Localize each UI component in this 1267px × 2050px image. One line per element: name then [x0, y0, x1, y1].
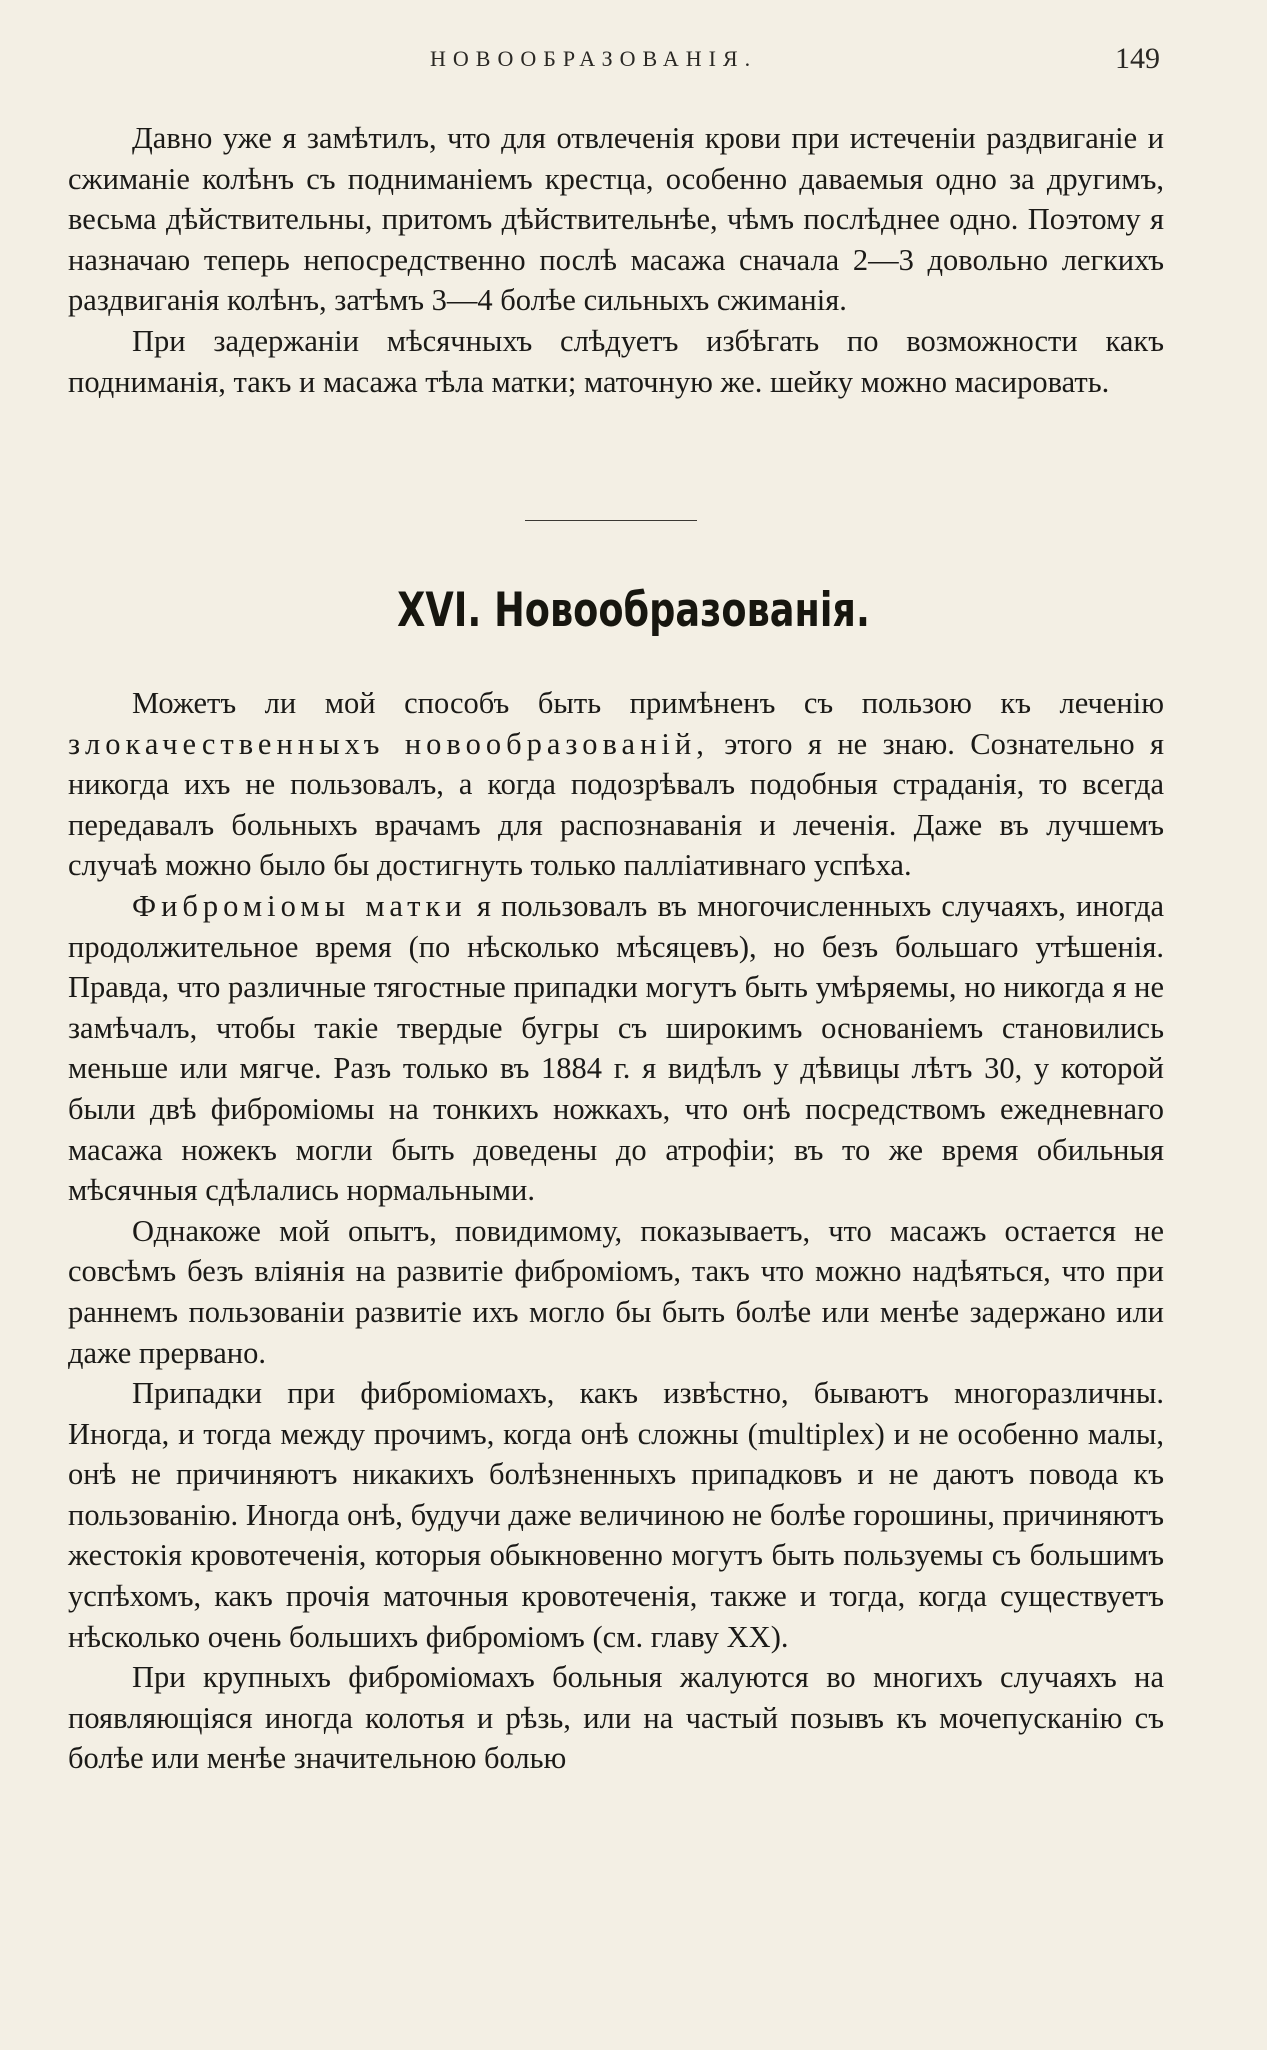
paragraph-malignant — [68, 683, 1164, 886]
paragraph-large-fibromyomas: При крупныхъ фиброміомахъ больныя жалуются во многихъ случаяхъ на появляющіяся иногда колотья и рѣзь, или на частый позывъ къ мочепусканію съ болѣе или менѣе значительною болью — [68, 1660, 1164, 1776]
chapter-heading: XVI. Новообразованія. — [397, 583, 870, 638]
page-number: 149 — [1115, 42, 1160, 75]
paragraph-symptoms: Припадки при фиброміомахъ, какъ извѣстно, бываютъ многоразличны. Иногда, и тогда между прочимъ, когда онѣ сложны (multiplex) и не особенно малы, онѣ не причиняютъ никакихъ болѣзненныхъ припадковъ и не даютъ повода къ пользованію. Иногда онѣ, будучи даже величиною не болѣе горошины, причиняютъ жестокія кровотеченія, которыя обыкновенно могутъ быть пользуемы съ большимъ успѣхомъ, какъ прочія маточныя кровотеченія, также и тогда, когда существуетъ нѣсколько очень большихъ фиброміомъ (см. главу XX). — [68, 1376, 1164, 1654]
paragraph-fibromyoma — [68, 886, 1164, 1211]
p1-spaced-term: злокачественныхъ новообразованій, — [68, 726, 709, 761]
paragraph-menses-retention: При задержаніи мѣсячныхъ слѣдуетъ избѣгать по возможности какъ подниманія, такъ и масажа тѣла матки; маточную же. шейку можно масировать. — [68, 323, 1164, 399]
chapter-text-block — [68, 683, 1164, 1779]
p1-rest: этого я не знаю. Сознательно я никогда ихъ не пользовалъ, а когда подозрѣвалъ подобныя страданія, то всегда передавалъ больныхъ врачамъ для распознаванія и леченія. Даже въ лучшемъ случаѣ можно было бы достигнуть только палліативнаго успѣха. — [68, 726, 1165, 883]
p2-rest: я пользовалъ въ многочисленныхъ случаяхъ, иногда продолжительное время (по нѣсколько мѣсяцевъ), но безъ большаго утѣшенія. Правда, что различные тягостные припадки могутъ быть умѣряемы, но никогда я не замѣчалъ, чтобы такіе твердые бугры съ широкимъ основаніемъ становились меньше или мягче. Разъ только въ 1884 г. я видѣлъ у дѣвицы лѣтъ 30, у которой были двѣ фиброміомы на тонкихъ ножкахъ, что онѣ посредствомъ ежедневнаго масажа ножекъ могли быть доведены до атрофіи; въ то же время обильныя мѣсячныя сдѣлались нормальными. — [68, 888, 1164, 1208]
running-head — [130, 42, 1160, 86]
section-divider — [525, 520, 697, 521]
top-text-block — [68, 118, 1164, 402]
paragraph-experience: Однакоже мой опытъ, повидимому, показываетъ, что масажъ остается не совсѣмъ безъ вліянія на развитіе фиброміомъ, такъ что можно надѣяться, что при раннемъ пользованіи развитіе ихъ могло бы быть болѣе или менѣе задержано или даже прервано. — [68, 1213, 1164, 1370]
p2-spaced-term: Фиброміомы матки — [132, 888, 467, 923]
running-title: НОВООБРАЗОВАНІЯ. — [430, 46, 758, 71]
p1-lead: Можетъ ли мой способъ быть примѣненъ съ пользою къ леченію — [132, 686, 1164, 720]
paragraph-blood-diversion: Давно уже я замѣтилъ, что для отвлеченія крови при истеченіи раздвиганіе и сжиманіе колѣнъ съ подниманіемъ крестца, особенно даваемыя одно за другимъ, весьма дѣйствительны, притомъ дѣйствительнѣе, чѣмъ послѣднее одно. Поэтому я назначаю теперь непосредственно послѣ масажа сначала 2—3 довольно легкихъ раздвиганія колѣнъ, затѣмъ 3—4 болѣе сильныхъ сжиманія. — [68, 121, 1164, 318]
